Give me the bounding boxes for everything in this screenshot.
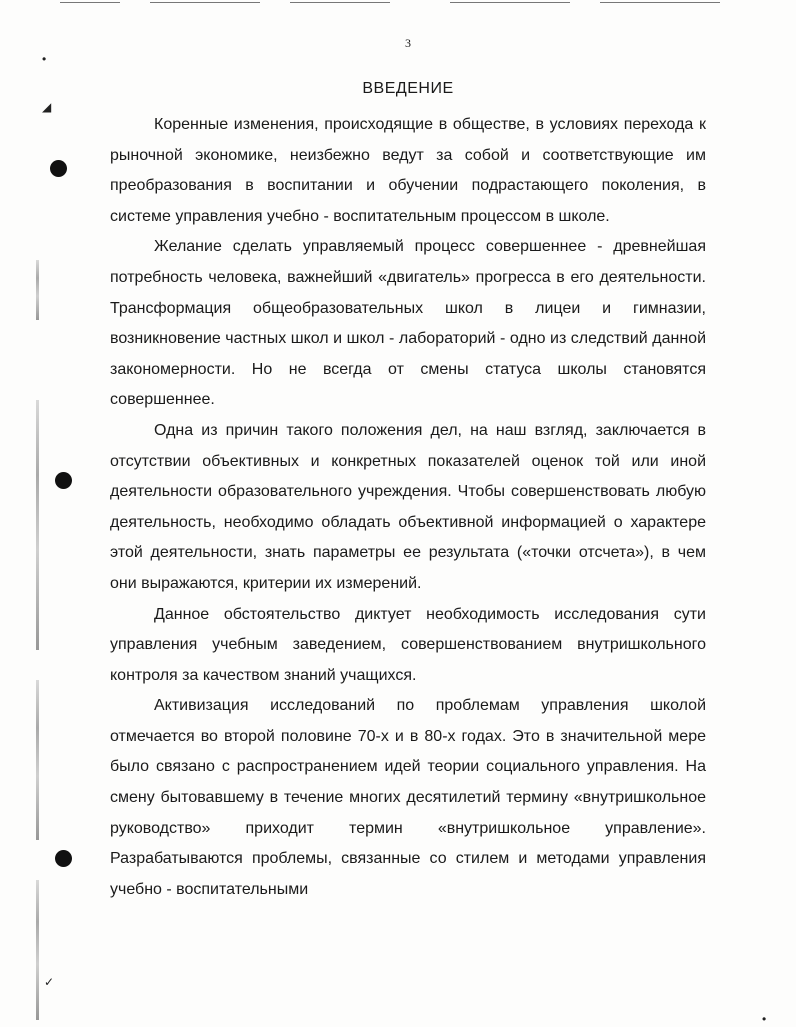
scan-top-rule: [450, 2, 570, 3]
scan-speck: •: [42, 52, 47, 66]
section-title: ВВЕДЕНИЕ: [362, 80, 454, 97]
page-number: 3: [405, 36, 411, 50]
scan-speck: ◢: [42, 100, 52, 114]
binder-hole: [55, 472, 72, 489]
scan-margin-streak: [36, 400, 39, 650]
paragraph-1: Коренные изменения, происходящие в обществе, в условиях перехода к рыночной экономике, неизбежно ведут за собой и соответствующие им преобразования в воспитании и обучении подрастающего поколения, в системе управления учебно - воспитательным процессом в школе.: [110, 116, 706, 225]
scan-top-rule: [600, 2, 720, 3]
scan-speck: ✓: [44, 975, 55, 989]
scan-top-rule: [290, 2, 390, 3]
paragraph-3: Одна из причин такого положения дел, на наш взгляд, заключается в отсутствии объективных и конкретных показателей оценок той или иной деятельности образовательного учреждения. Чтобы совершенствовать любую деятельность, необходимо обладать объективной информацией о характере этой деятельности, знать параметры ее результата («точки отсчета»), в чем они выражаются, критерии их измерений.: [110, 421, 706, 592]
paragraph-5: Активизация исследований по проблемам управления школой отмечается во второй половине 70-х и в 80-х годах. Это в значительной мере было связано с распространением идей теории социального управления. На смену бытовавшему в течение многих десятилетий термину «внутришкольное руководство» приходит термин «внутришкольное управление». Разрабатываются проблемы, связанные со стилем и методами управления учебно - воспитательными: [110, 697, 706, 898]
scan-margin-streak: [36, 880, 39, 1020]
body-text: [110, 110, 706, 905]
scan-top-rule: [60, 2, 120, 3]
scan-margin-streak: [36, 680, 39, 840]
scan-speck: •: [762, 1012, 767, 1026]
scan-margin-streak: [36, 260, 39, 320]
paragraph-4: Данное обстоятельство диктует необходимость исследования сути управления учебным заведением, совершенствованием внутришкольного контроля за качеством знаний учащихся.: [110, 605, 706, 684]
binder-hole: [50, 160, 67, 177]
paragraph-2: Желание сделать управляемый процесс совершеннее - древнейшая потребность человека, важнейший «двигатель» прогресса в его деятельности. Трансформация общеобразовательных школ в лицеи и гимназии, возникновение частных школ и школ - лабораторий - одно из следствий данной закономерности. Но не всегда от смены статуса школы становятся совершеннее.: [110, 238, 706, 409]
scan-top-rule: [150, 2, 260, 3]
binder-hole: [55, 850, 72, 867]
